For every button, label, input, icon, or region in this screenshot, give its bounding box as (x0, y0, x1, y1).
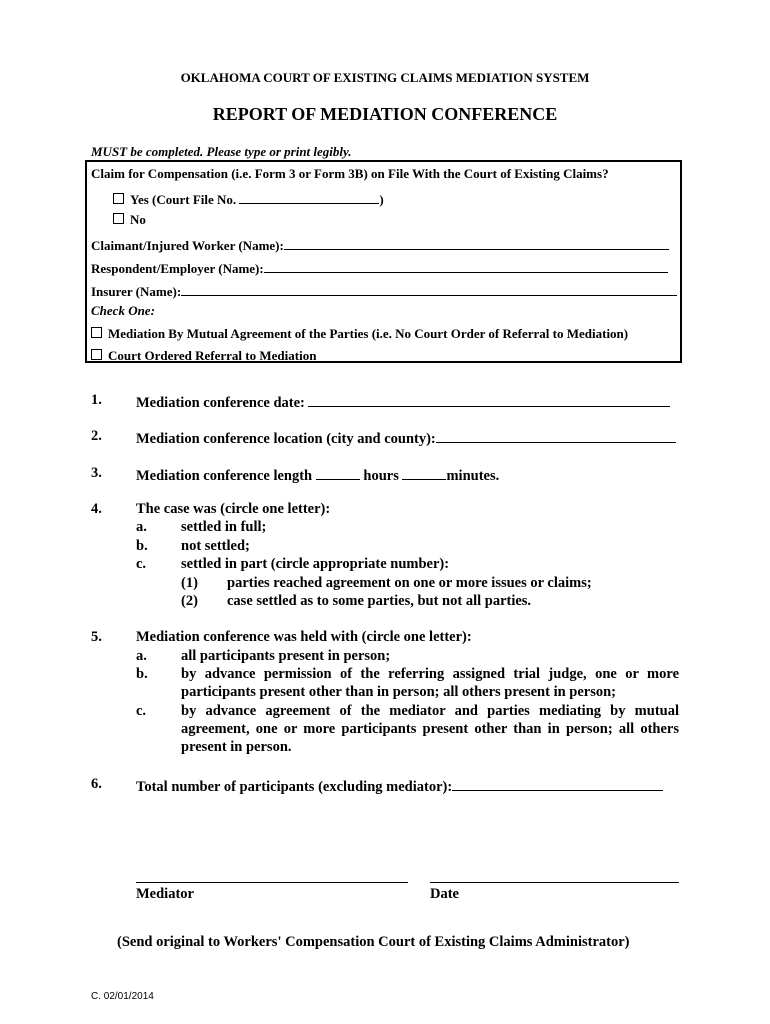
item-2-label: Mediation conference location (city and county): (136, 431, 436, 447)
item-4a-letter: a. (136, 519, 147, 535)
insurer-row (91, 281, 677, 300)
item-3 (136, 465, 499, 485)
item-4c2-number: (2) (181, 593, 198, 609)
respondent-name-field[interactable] (264, 258, 668, 273)
mediation-date-field[interactable] (308, 392, 670, 407)
mutual-agreement-label: Mediation By Mutual Agreement of the Parties (i.e. No Court Order of Referral to Mediation) (108, 326, 629, 341)
minutes-field[interactable] (402, 465, 446, 480)
item-5-label: Mediation conference was held with (circle one letter): (136, 629, 472, 645)
participants-count-field[interactable] (452, 776, 663, 791)
item-4a-text: settled in full; (181, 519, 267, 535)
item-4b-letter: b. (136, 538, 148, 554)
yes-option[interactable] (113, 189, 384, 208)
item-4c-letter: c. (136, 556, 147, 572)
check-one-label: Check One: (91, 303, 155, 318)
claimant-name-field[interactable] (284, 235, 669, 250)
form-code: C. 02/01/2014 (91, 991, 154, 1002)
item-1-number: 1. (91, 392, 102, 408)
court-ordered-label: Court Ordered Referral to Mediation (108, 348, 317, 363)
no-label: No (130, 212, 146, 227)
item-5b-line-2: participants present other than in person; all others present in person; (181, 684, 617, 700)
mediation-location-field[interactable] (436, 428, 676, 443)
item-5c-line-1: by advance agreement of the mediator and parties mediating by mutual (181, 703, 679, 719)
date-signature-field[interactable] (430, 882, 679, 883)
page-title: REPORT OF MEDIATION CONFERENCE (212, 104, 558, 124)
claimant-row (91, 235, 669, 254)
respondent-label: Respondent/Employer (Name): (91, 261, 264, 276)
date-label: Date (430, 886, 459, 902)
hours-field[interactable] (316, 465, 360, 480)
item-6-number: 6. (91, 776, 102, 792)
no-checkbox[interactable] (113, 213, 124, 224)
item-3-number: 3. (91, 465, 102, 481)
no-option[interactable] (113, 212, 146, 228)
mediator-signature-field[interactable] (136, 882, 408, 883)
option-court-ordered[interactable] (91, 348, 316, 364)
yes-close: ) (379, 192, 384, 207)
item-1 (136, 392, 670, 412)
item-5c-line-2: agreement, one or more participants present other than in person; all others (181, 721, 679, 737)
item-4-number: 4. (91, 501, 102, 517)
item-4c1-text: parties reached agreement on one or more issues or claims; (227, 575, 592, 591)
court-ordered-checkbox[interactable] (91, 349, 102, 360)
yes-checkbox[interactable] (113, 193, 124, 204)
item-5-number: 5. (91, 629, 102, 645)
claim-question: Claim for Compensation (i.e. Form 3 or Form 3B) on File With the Court of Existing Claims? (91, 166, 609, 181)
minutes-label: minutes. (446, 468, 500, 484)
item-5a-text: all participants present in person; (181, 648, 391, 664)
send-original-note: (Send original to Workers' Compensation Court of Existing Claims Administrator) (117, 934, 630, 950)
item-5b-letter: b. (136, 666, 148, 682)
insurer-label: Insurer (Name): (91, 284, 182, 299)
item-4-label: The case was (circle one letter): (136, 501, 331, 517)
hours-label: hours (363, 468, 399, 484)
mediator-label: Mediator (136, 886, 194, 902)
item-5a-letter: a. (136, 648, 147, 664)
item-3-label: Mediation conference length (136, 468, 313, 484)
claimant-label: Claimant/Injured Worker (Name): (91, 238, 284, 253)
item-5c-letter: c. (136, 703, 147, 719)
item-2-number: 2. (91, 428, 102, 444)
court-file-number-field[interactable] (239, 189, 379, 204)
option-mutual-agreement[interactable] (91, 326, 628, 342)
item-5b-line-1: by advance permission of the referring assigned trial judge, one or more (181, 666, 679, 682)
item-4c2-text: case settled as to some parties, but not all parties. (227, 593, 532, 609)
yes-label: Yes (Court File No. (130, 192, 237, 207)
item-4c-text: settled in part (circle appropriate number): (181, 556, 450, 572)
respondent-row (91, 258, 668, 277)
item-4b-text: not settled; (181, 538, 250, 554)
item-1-label: Mediation conference date: (136, 395, 305, 411)
item-2 (136, 428, 676, 448)
item-5c-line-3: present in person. (181, 739, 292, 755)
mutual-agreement-checkbox[interactable] (91, 327, 102, 338)
system-title: OKLAHOMA COURT OF EXISTING CLAIMS MEDIATION SYSTEM (180, 70, 590, 85)
insurer-name-field[interactable] (181, 281, 677, 296)
item-4c1-number: (1) (181, 575, 198, 591)
item-6 (136, 776, 663, 796)
instruction-text: MUST be completed. Please type or print legibly. (91, 144, 352, 159)
item-6-label: Total number of participants (excluding mediator): (136, 779, 453, 795)
